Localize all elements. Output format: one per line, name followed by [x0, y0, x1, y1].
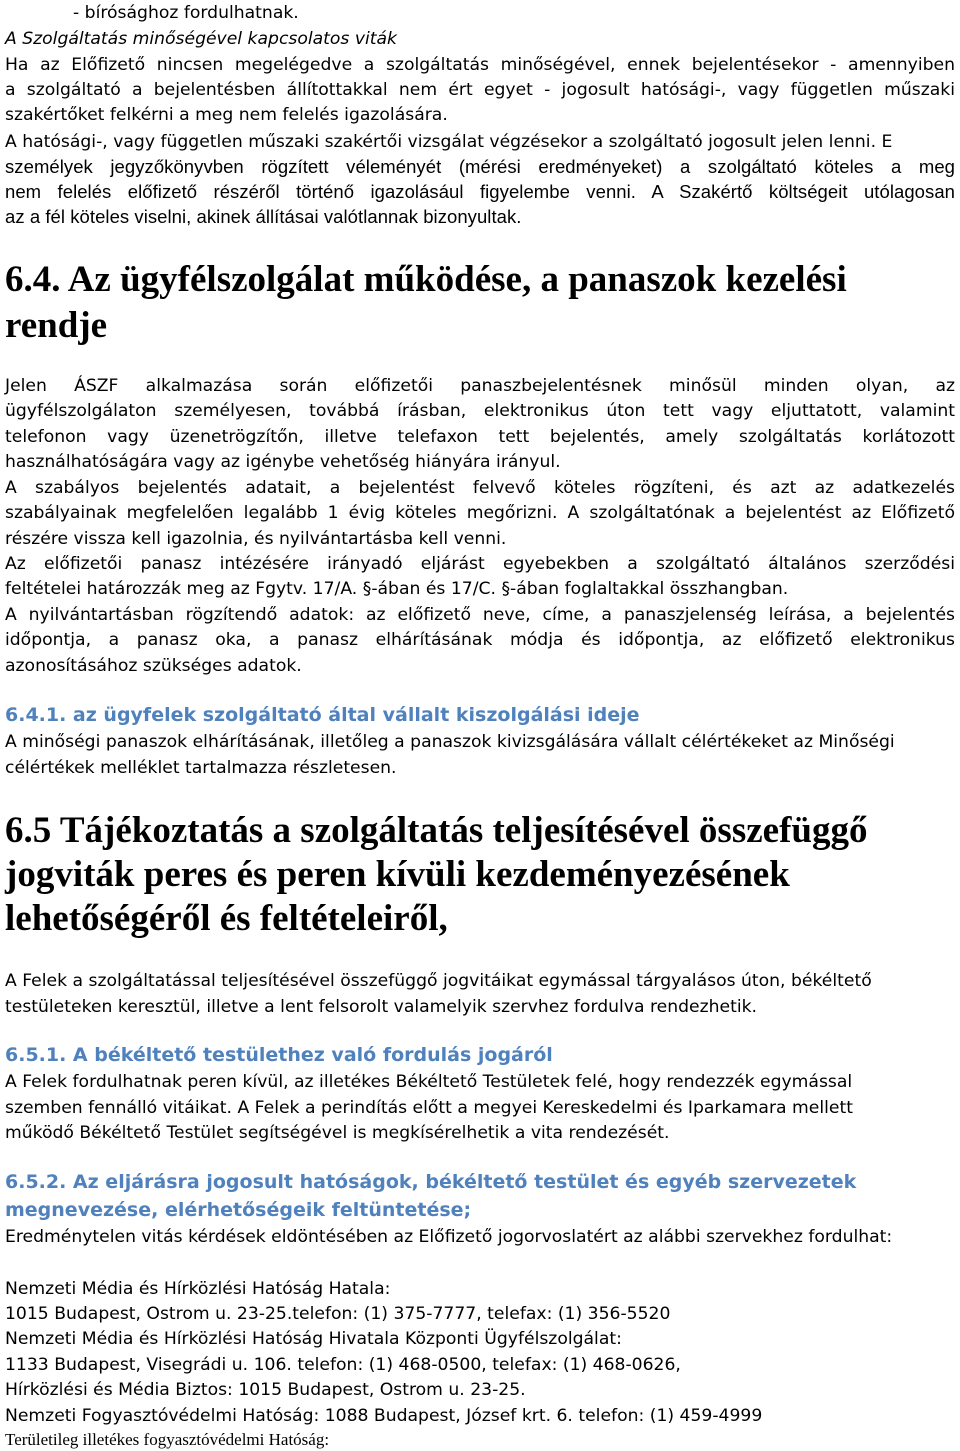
text-line: nem felelés előfizető részéről történő igazolásául figyelembe venni. A Szakértő költségeit utólagosan	[5, 181, 955, 202]
text-line: az a fél köteles viselni, akinek állításai valótlannak bizonyultak.	[5, 206, 522, 227]
subsection-heading-cont: megnevezése, elérhetőségeik feltüntetése;	[5, 1199, 472, 1221]
text-line: feltételei határozzák meg az Fgytv. 17/A. §-ában és 17/C. §-ában foglaltakkal összhangban.	[5, 579, 789, 599]
text-line: a szolgáltató a bejelentésben állítottakkal nem ért egyet - jogosult hatósági-, vagy független műszaki	[5, 80, 955, 100]
text-line: A minőségi panaszok elhárításának, illetőleg a panaszok kivizsgálására vállalt célértékeket az Minőségi	[5, 732, 895, 752]
text-line: Eredménytelen vitás kérdések eldöntésében az Előfizető jogorvoslatért az alábbi szervekhez fordulhat:	[5, 1227, 893, 1247]
text-line: Jelen ÁSZF alkalmazása során előfizetői panaszbejelentésnek minősül minden olyan, az	[5, 376, 955, 396]
text-line: használhatóságára vagy az igénybe vehetőség hiányára irányul.	[5, 452, 561, 472]
text-line: 1133 Budapest, Visegrádi u. 106. telefon: (1) 468-0500, telefax: (1) 468-0626,	[5, 1355, 681, 1375]
section-subtitle: A Szolgáltatás minőségével kapcsolatos viták	[5, 29, 398, 49]
text-line: Nemzeti Média és Hírközlési Hatóság Hatala:	[5, 1279, 391, 1299]
text-line: A Felek fordulhatnak peren kívül, az illetékes Békéltető Testületek felé, hogy rendezzék egymással	[5, 1072, 853, 1092]
text-line: szakértőket felkérni a meg nem felelés igazolására.	[5, 105, 448, 125]
text-line: szabályainak megfelelően legalább 1 évig köteles megőrizni. A szolgáltatónak a bejelentést az Előfizető	[5, 503, 955, 523]
text-line: működő Békéltető Testület segítségével is megkísérelhetik a vita rendezését.	[5, 1123, 670, 1143]
text-line: Nemzeti Fogyasztóvédelmi Hatóság: 1088 Budapest, József krt. 6. telefon: (1) 459-4999	[5, 1406, 763, 1426]
text-line: A Felek a szolgáltatással teljesítésével összefüggő jogvitáikat egymással tárgyalásos úton, békéltető	[5, 971, 872, 991]
subsection-heading: 6.5.1. A békéltető testülethez való fordulás jogáról	[5, 1044, 553, 1066]
section-heading-cont: jogviták peres és peren kívüli kezdeményezésének	[5, 854, 790, 895]
section-heading: 6.5 Tájékoztatás a szolgáltatás teljesítésével összefüggő	[5, 810, 868, 851]
text-line: telefonon vagy üzenetrögzítőn, illetve telefaxon tett bejelentés, amely szolgáltatás korlátozott	[5, 427, 955, 447]
text-line: személyek jegyzőkönyvben rögzített véleményét (mérési eredményeket) a szolgáltató köteles a meg	[5, 156, 955, 177]
text-line: A hatósági-, vagy független műszaki szakértői vizsgálat végzésekor a szolgáltató jogosult jelen lenni. E	[5, 132, 893, 152]
text-line: időpontja, a panasz oka, a panasz elhárításának módja és időpontja, az előfizető elektronikus	[5, 630, 955, 650]
subsection-heading: 6.5.2. Az eljárásra jogosult hatóságok, békéltető testület és egyéb szervezetek	[5, 1171, 857, 1193]
text-line: szemben fennálló vitáikat. A Felek a perindítás előtt a megyei Kereskedelmi és Iparkamara mellett	[5, 1098, 853, 1118]
text-line: részére vissza kell igazolnia, és nyilvántartásba kell venni.	[5, 529, 507, 549]
text-line: 1015 Budapest, Ostrom u. 23-25.telefon: (1) 375-7777, telefax: (1) 356-5520	[5, 1304, 671, 1324]
text-line: ügyfélszolgálaton személyesen, továbbá írásban, elektronikus úton tett vagy eljuttatott, valamint	[5, 401, 955, 421]
text-line: célértékek melléklet tartalmazza részletesen.	[5, 758, 397, 778]
section-heading-cont: lehetőségéről és feltételeiről,	[5, 898, 448, 939]
text-line: Hírközlési és Média Biztos: 1015 Budapest, Ostrom u. 23-25.	[5, 1380, 526, 1400]
text-line: A nyilvántartásban rögzítendő adatok: az előfizető neve, címe, a panaszjelenség leírása, a bejelentés	[5, 605, 955, 625]
section-heading-cont: rendje	[5, 305, 108, 346]
text-line: Az előfizetői panasz intézésére irányadó eljárást egyebekben a szolgáltató általános szerződési	[5, 554, 955, 574]
text-line: Területileg illetékes fogyasztóvédelmi Hatóság:	[5, 1430, 330, 1449]
section-heading: 6.4. Az ügyfélszolgálat működése, a panaszok kezelési	[5, 259, 847, 300]
text-line: azonosításához szükséges adatok.	[5, 656, 302, 676]
subsection-heading: 6.4.1. az ügyfelek szolgáltató által vállalt kiszolgálási ideje	[5, 704, 640, 726]
text-line: Nemzeti Média és Hírközlési Hatóság Hivatala Központi Ügyfélszolgálat:	[5, 1329, 622, 1349]
text-line: A szabályos bejelentés adatait, a bejelentést felvevő köteles rögzíteni, és azt az adatkezelés	[5, 478, 955, 498]
text-line: Ha az Előfizető nincsen megelégedve a szolgáltatás minőségével, ennek bejelentésekor - amennyiben	[5, 55, 955, 75]
text-line: - bírósághoz fordulhatnak.	[73, 3, 299, 23]
text-line: testületeken keresztül, illetve a lent felsorolt valamelyik szervhez fordulva rendezhetik.	[5, 997, 758, 1017]
